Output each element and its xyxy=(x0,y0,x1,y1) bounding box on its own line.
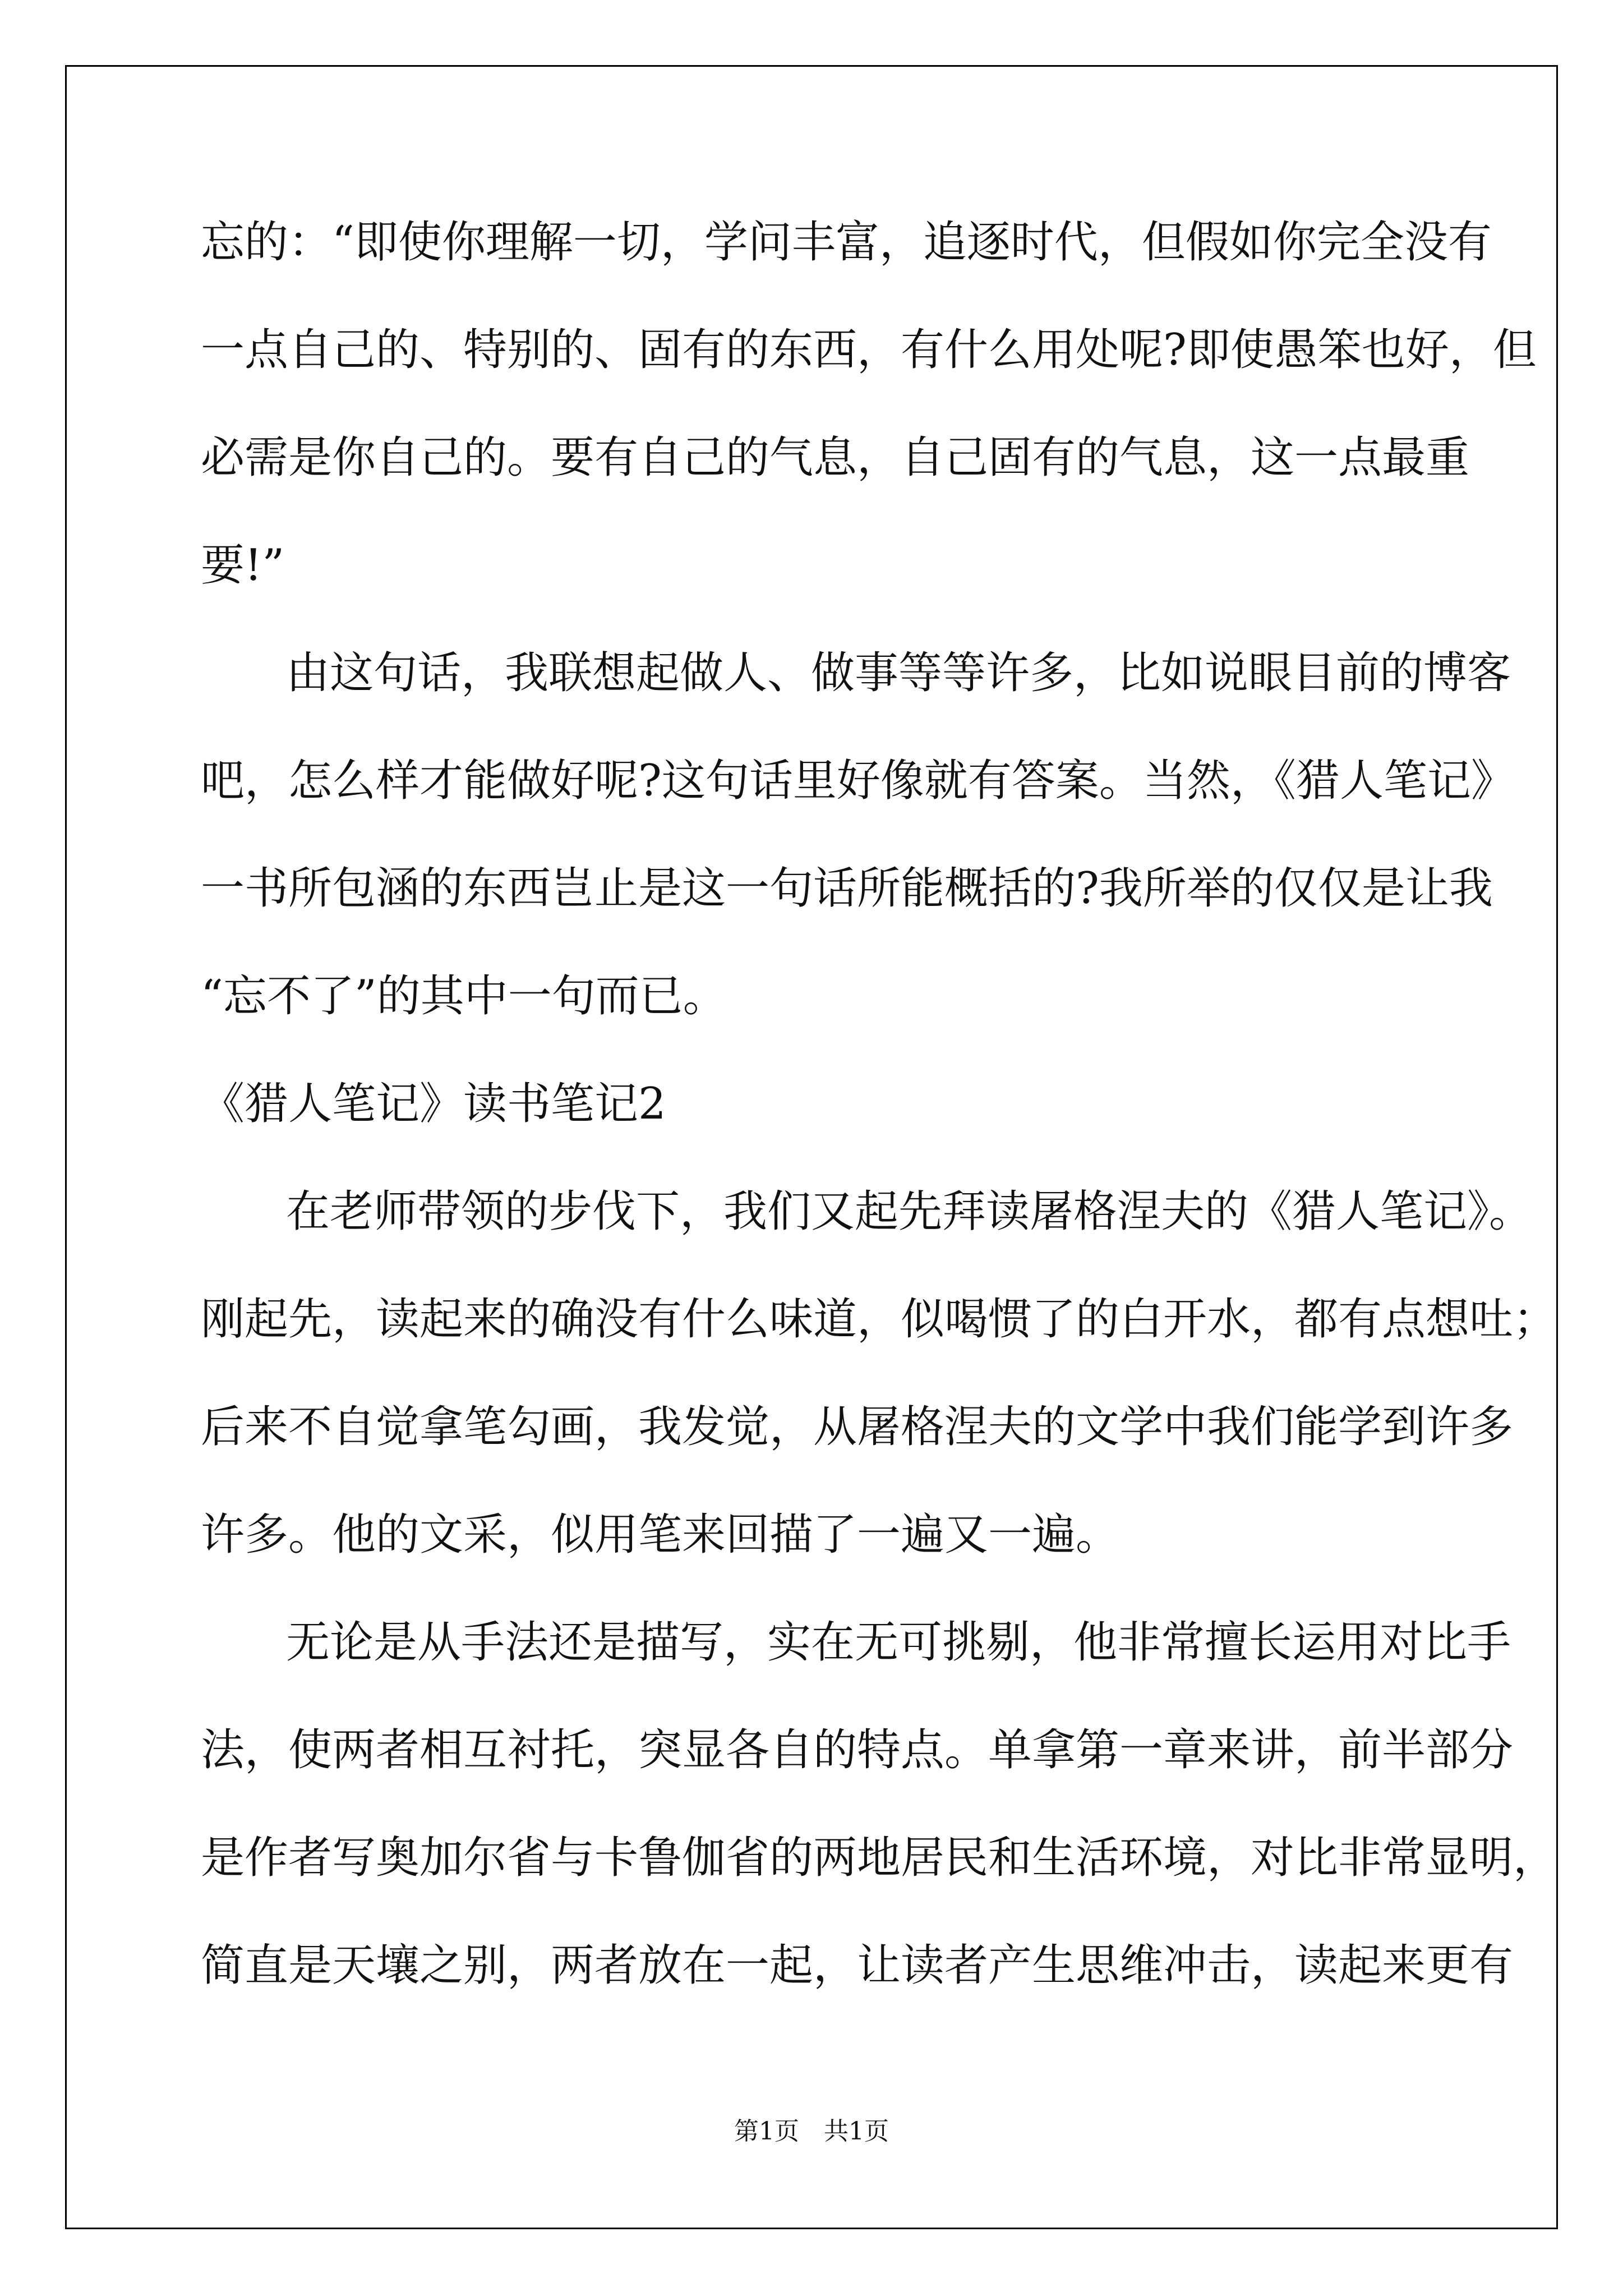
text-line: 要!” xyxy=(201,540,285,591)
page-number-footer: 第1页 共1页 xyxy=(734,2117,889,2146)
section-heading: 《猎人笔记》读书笔记2 xyxy=(201,1079,666,1129)
paragraph-start-line: 无论是从手法还是描写，实在无可挑剔，他非常擅长运用对比手 xyxy=(286,1617,1511,1668)
text-line: 刚起先，读起来的确没有什么味道，似喝惯了的白开水，都有点想吐； xyxy=(201,1294,1557,1345)
text-line: “忘不了”的其中一句而已。 xyxy=(201,971,727,1022)
page-border xyxy=(65,65,1558,2229)
text-line: 简直是天壤之别，两者放在一起，让读者产生思维冲击，读起来更有 xyxy=(201,1940,1514,1991)
text-line: 忘的：“即使你理解一切，学问丰富，追逐时代，但假如你完全没有 xyxy=(201,217,1492,268)
text-line: 吧，怎么样才能做好呢?这句话里好像就有答案。当然，《猎人笔记》 xyxy=(201,756,1515,806)
paragraph-start-line: 在老师带领的步伐下，我们又起先拜读屠格涅夫的《猎人笔记》。 xyxy=(286,1186,1533,1237)
text-line: 许多。他的文采，似用笔来回描了一遍又一遍。 xyxy=(201,1510,1120,1560)
text-line: 是作者写奥加尔省与卡鲁伽省的两地居民和生活环境，对比非常显明， xyxy=(201,1833,1557,1883)
text-line: 法，使两者相互衬托，突显各自的特点。单拿第一章来讲，前半部分 xyxy=(201,1725,1514,1775)
text-line: 后来不自觉拿笔勾画，我发觉，从屠格涅夫的文学中我们能学到许多 xyxy=(201,1402,1514,1452)
paragraph-start-line: 由这句话，我联想起做人、做事等等许多，比如说眼目前的博客 xyxy=(286,648,1511,698)
text-line: 必需是你自己的。要有自己的气息，自己固有的气息，这一点最重 xyxy=(201,432,1470,483)
text-line: 一书所包涵的东西岂止是这一句话所能概括的?我所举的仅仅是让我 xyxy=(201,863,1493,914)
text-line: 一点自己的、特别的、固有的东西，有什么用处呢?即使愚笨也好，但 xyxy=(201,325,1537,375)
